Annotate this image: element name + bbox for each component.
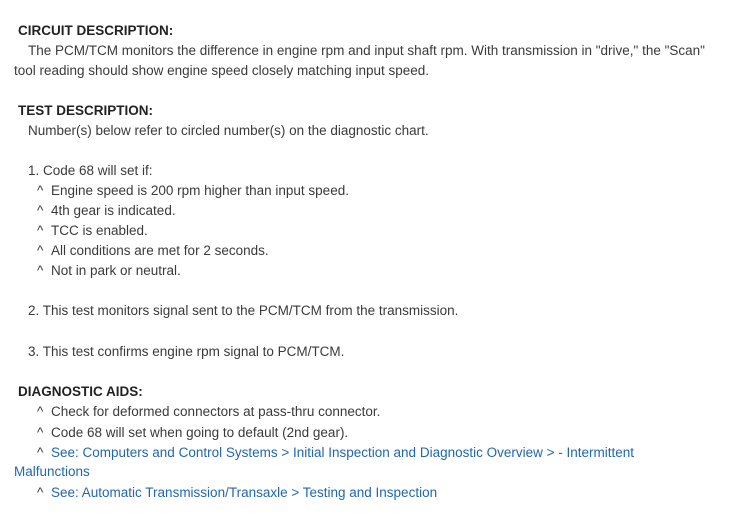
caret-icon: ^ <box>37 404 44 419</box>
condition-item: ^ 4th gear is indicated. <box>37 201 176 221</box>
condition-item: ^ Engine speed is 200 rpm higher than input speed. <box>37 181 349 201</box>
test-description-intro: Number(s) below refer to circled number(s) on the diagnostic chart. <box>28 123 429 138</box>
intermittent-malfunctions-link-continuation[interactable]: Malfunctions <box>14 464 90 479</box>
condition-item: ^ Not in park or neutral. <box>37 261 181 281</box>
condition-item: ^ All conditions are met for 2 seconds. <box>37 241 269 261</box>
aid-link-item <box>37 483 437 503</box>
circuit-description-text-line1: The PCM/TCM monitors the difference in engine rpm and input shaft rpm. With transmission in "drive," the "Scan" <box>28 43 705 58</box>
caret-icon: ^ <box>37 263 44 278</box>
caret-icon: ^ <box>37 223 44 238</box>
aid-item: ^ Check for deformed connectors at pass-thru connector. <box>37 402 380 422</box>
aid-item: ^ Code 68 will set when going to default (2nd gear). <box>37 423 348 443</box>
circuit-description-text-line2: tool reading should show engine speed closely matching input speed. <box>14 63 430 78</box>
condition-item: ^ TCC is enabled. <box>37 221 148 241</box>
caret-icon: ^ <box>37 485 44 500</box>
caret-icon: ^ <box>37 445 44 460</box>
circuit-description-heading: CIRCUIT DESCRIPTION: <box>18 23 174 38</box>
caret-icon: ^ <box>37 203 44 218</box>
test-item-2: 2. This test monitors signal sent to the PCM/TCM from the transmission. <box>28 303 459 318</box>
test-description-heading: TEST DESCRIPTION: <box>18 103 154 118</box>
intermittent-malfunctions-link[interactable]: See: Computers and Control Systems > Initial Inspection and Diagnostic Overview > - Intermittent <box>51 445 635 460</box>
test-item-1: 1. Code 68 will set if: <box>28 163 153 178</box>
aid-link-item <box>37 443 634 463</box>
test-item-3: 3. This test confirms engine rpm signal to PCM/TCM. <box>28 344 345 359</box>
caret-icon: ^ <box>37 243 44 258</box>
diagnostic-aids-heading: DIAGNOSTIC AIDS: <box>18 384 143 399</box>
caret-icon: ^ <box>37 425 44 440</box>
caret-icon: ^ <box>37 183 44 198</box>
testing-and-inspection-link[interactable]: See: Automatic Transmission/Transaxle > Testing and Inspection <box>51 485 438 500</box>
